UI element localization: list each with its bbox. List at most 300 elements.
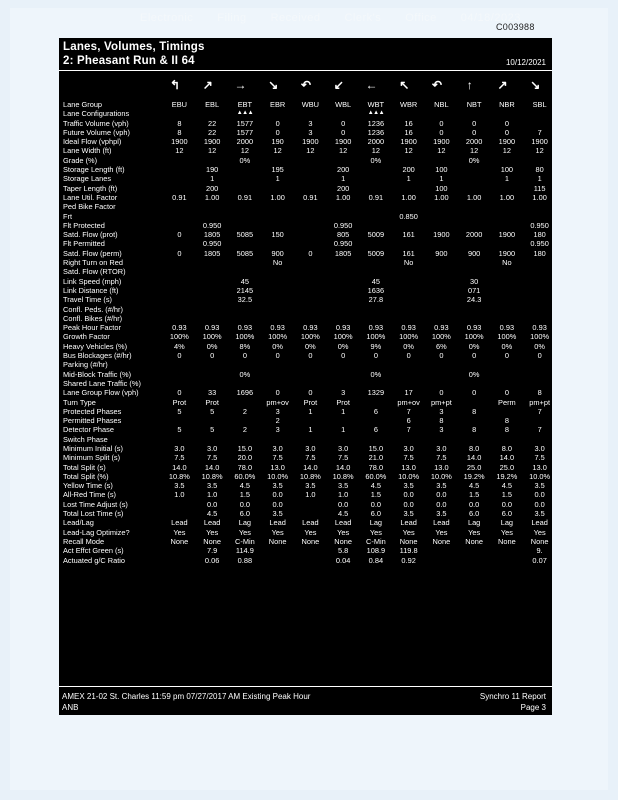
table-cell: None [465, 536, 483, 546]
table-cell [261, 379, 294, 388]
table-row [59, 490, 556, 499]
table-cell: 14.0 [172, 462, 187, 472]
table-cell [229, 305, 262, 314]
table-cell: 1 [504, 174, 509, 184]
row-label: Heavy Vehicles (%) [63, 341, 128, 351]
row-label: Right Turn on Red [63, 258, 123, 268]
table-cell: 2145 [236, 285, 254, 295]
table-row [59, 481, 556, 490]
table-cell: NBR [499, 100, 515, 109]
table-cell: 8% [239, 341, 251, 351]
table-cell [360, 212, 393, 221]
row-label: Recall Mode [63, 536, 105, 546]
table-row [59, 277, 556, 286]
row-label: Minimum Split (s) [63, 453, 121, 463]
table-row [59, 174, 556, 183]
table-cell [392, 360, 425, 369]
table-cell: 100 [435, 183, 448, 193]
table-cell: 13.0 [532, 462, 547, 472]
table-cell [294, 174, 327, 183]
table-cell: 0.0 [206, 499, 218, 509]
table-cell: 1.00 [499, 192, 515, 202]
table-cell: 0.950 [530, 239, 549, 249]
row-label: Lane Group Flow (vph) [63, 388, 139, 398]
lane-movement-arrow-icon: ↑ [466, 78, 473, 92]
table-cell: Prot [172, 397, 187, 407]
table-cell: 7.5 [305, 453, 316, 463]
table-cell [261, 109, 294, 118]
table-cell: 60.0% [365, 471, 387, 481]
table-cell: 4.5 [370, 481, 382, 491]
table-cell [491, 239, 524, 248]
table-cell: Lead [269, 518, 286, 528]
table-cell [327, 416, 360, 425]
row-label: Actuated g/C Ratio [63, 555, 126, 565]
table-cell: Yes [238, 527, 251, 537]
table-row [59, 453, 556, 462]
table-cell: 12 [502, 146, 511, 156]
table-cell: 0.93 [237, 323, 253, 333]
table-cell: 0% [370, 369, 382, 379]
table-cell: Yes [173, 527, 186, 537]
table-cell [491, 407, 524, 416]
table-cell: 10.0% [430, 471, 452, 481]
table-cell: 6% [436, 341, 447, 351]
table-cell [360, 267, 393, 276]
table-cell: None [268, 536, 287, 546]
table-cell [458, 379, 491, 388]
table-cell: pm+ov [397, 397, 420, 407]
table-cell: WBL [335, 100, 352, 109]
table-cell [294, 267, 327, 276]
table-cell: 100% [464, 332, 484, 342]
table-cell: 15.0 [237, 443, 253, 453]
table-cell [491, 435, 524, 444]
table-cell: Perm [498, 397, 516, 407]
table-cell: ▲▲▲ [367, 110, 385, 117]
table-cell: 0 [308, 351, 313, 361]
table-cell: 1.5 [501, 490, 513, 500]
lane-movement-arrow-icon: ↘ [530, 78, 541, 92]
table-cell: 3.0 [272, 443, 283, 453]
table-cell [261, 286, 294, 295]
table-cell [425, 202, 458, 211]
table-cell [196, 416, 229, 425]
table-cell: 0 [504, 118, 509, 128]
table-cell: 1 [210, 174, 215, 184]
table-cell [360, 435, 393, 444]
table-cell [327, 202, 360, 211]
table-cell [163, 174, 196, 183]
table-cell [523, 295, 556, 304]
table-cell [229, 258, 262, 267]
table-cell [491, 295, 524, 304]
table-cell [229, 212, 262, 221]
table-cell [392, 239, 425, 248]
table-cell: 0.91 [368, 192, 384, 202]
table-cell: 5 [177, 406, 182, 416]
table-row [59, 370, 556, 379]
table-cell [360, 416, 393, 425]
table-cell [360, 165, 393, 174]
table-cell: 3.5 [337, 481, 349, 491]
table-cell: 0.0 [534, 499, 545, 509]
table-cell [491, 184, 524, 193]
table-cell [196, 435, 229, 444]
table-cell: 10.0% [398, 471, 420, 481]
table-cell: Lead [334, 518, 352, 528]
table-cell [360, 314, 393, 323]
table-cell [425, 379, 458, 388]
stamp-word: Received [270, 12, 321, 24]
table-cell: 3.5 [272, 509, 283, 519]
row-label: Lane Configurations [63, 109, 130, 119]
row-label: Detector Phase [63, 425, 114, 435]
table-cell: 5 [210, 406, 215, 416]
lane-movement-arrow-icon: ← [365, 78, 378, 92]
table-cell: 1.00 [434, 192, 449, 202]
table-cell: 33 [208, 388, 217, 398]
table-cell: 0.93 [368, 323, 384, 333]
table-cell: 0.0 [403, 499, 414, 509]
row-label: Parking (#/hr) [63, 360, 108, 370]
table-cell: 12 [175, 146, 184, 156]
table-row [59, 137, 556, 146]
table-cell: 3.0 [174, 443, 185, 453]
table-cell: 0.950 [333, 220, 353, 230]
table-cell [491, 277, 524, 286]
table-cell [261, 184, 294, 193]
document-code: C003988 [496, 22, 535, 32]
table-cell [294, 556, 327, 565]
table-cell: 1577 [236, 118, 254, 128]
table-cell [458, 305, 491, 314]
table-cell [327, 370, 360, 379]
table-cell: 7.9 [206, 546, 218, 556]
table-cell: 0 [341, 351, 346, 361]
table-cell: 3.5 [403, 481, 414, 491]
table-cell: 4.5 [239, 481, 251, 491]
table-cell: 4.5 [468, 481, 480, 491]
row-label: Lost Time Adjust (s) [63, 499, 128, 509]
table-cell: 0% [239, 369, 251, 379]
report-date: 10/12/2021 [505, 58, 546, 67]
table-cell: 0 [439, 388, 444, 398]
table-row [59, 546, 556, 555]
table-cell: 7 [406, 425, 411, 435]
table-cell: 8 [177, 127, 182, 137]
row-label: Flt Permitted [63, 239, 105, 249]
table-cell [294, 546, 327, 555]
table-cell: 0.04 [335, 555, 351, 565]
table-row [59, 230, 556, 239]
table-cell [294, 509, 327, 518]
table-cell [327, 258, 360, 267]
table-cell [294, 500, 327, 509]
row-label: Shared Lane Traffic (%) [63, 378, 141, 388]
table-cell [294, 370, 327, 379]
table-cell: 0.0 [337, 499, 349, 509]
row-label: Confl. Peds. (#/hr) [63, 304, 123, 314]
table-cell [163, 379, 196, 388]
table-cell [523, 379, 556, 388]
table-cell: 1900 [203, 137, 221, 147]
table-cell: SBL [532, 100, 547, 109]
table-cell: 100% [530, 332, 550, 342]
row-label: Grade (%) [63, 155, 98, 165]
table-cell: No [403, 258, 414, 268]
stamp-word: Electronic [140, 12, 194, 24]
table-cell: 3.5 [403, 509, 414, 519]
table-cell: 0 [177, 230, 182, 240]
table-cell: 5 [177, 425, 182, 435]
table-cell: 1.00 [270, 192, 285, 202]
stamp-word: Filing [217, 12, 247, 24]
table-cell [425, 314, 458, 323]
table-cell [163, 156, 196, 165]
table-cell: 100% [333, 332, 353, 342]
lane-movement-arrow-icon: ↰ [169, 78, 181, 92]
table-cell: 0% [403, 341, 414, 351]
table-cell [294, 314, 327, 323]
row-label: Act Effct Green (s) [63, 546, 124, 556]
table-cell: 0.0 [239, 499, 251, 509]
table-cell: 78.0 [368, 462, 384, 472]
table-cell: 0.88 [237, 555, 253, 565]
table-cell: 7.5 [403, 453, 414, 463]
table-cell: 4.5 [337, 509, 349, 519]
table-cell [163, 509, 196, 518]
table-cell [261, 277, 294, 286]
table-cell: 0 [177, 388, 182, 398]
row-label: Yellow Time (s) [63, 481, 113, 491]
table-row [59, 202, 556, 211]
table-cell: 0% [501, 341, 513, 351]
table-cell [523, 267, 556, 276]
table-cell: 0.93 [303, 323, 318, 333]
table-cell [458, 184, 491, 193]
table-cell [229, 267, 262, 276]
table-cell: 1.5 [468, 490, 480, 500]
table-cell [458, 314, 491, 323]
table-cell [458, 267, 491, 276]
row-label: Storage Lanes [63, 174, 112, 184]
table-cell [491, 370, 524, 379]
table-cell [196, 109, 229, 118]
table-cell: 6.0 [239, 509, 251, 519]
table-cell: 100 [435, 165, 448, 175]
table-cell: 0.93 [335, 323, 351, 333]
table-cell [491, 314, 524, 323]
table-row [59, 146, 556, 155]
table-cell: WBU [301, 100, 319, 109]
table-cell [425, 239, 458, 248]
table-cell: 0 [504, 127, 509, 137]
table-cell [523, 258, 556, 267]
table-cell: 0.0 [436, 499, 447, 509]
table-cell [294, 239, 327, 248]
lane-movement-arrow-icon: ↘ [268, 78, 279, 92]
table-cell [491, 221, 524, 230]
table-cell [229, 202, 262, 211]
table-row [59, 509, 556, 518]
table-cell [261, 202, 294, 211]
table-cell: 3.5 [436, 481, 447, 491]
table-cell [229, 314, 262, 323]
table-cell: 3.5 [436, 509, 447, 519]
table-cell [360, 202, 393, 211]
table-cell: 190 [271, 137, 284, 147]
table-row [59, 388, 556, 397]
table-cell: 1900 [498, 248, 516, 258]
row-label: Growth Factor [63, 332, 110, 342]
table-cell: 1.0 [305, 490, 316, 500]
table-cell: 1236 [367, 127, 385, 137]
table-cell: 0.93 [401, 323, 416, 333]
table-cell: 7.5 [174, 453, 185, 463]
table-cell: 1 [439, 174, 444, 184]
table-cell: NBT [466, 100, 482, 109]
table-cell: 10.0% [267, 471, 289, 481]
table-cell: 0 [472, 351, 477, 361]
table-cell: 10.8% [201, 471, 223, 481]
table-cell [392, 221, 425, 230]
table-cell: 1.00 [532, 192, 547, 202]
table-cell: 7.5 [272, 453, 283, 463]
table-row [59, 444, 556, 453]
table-cell [425, 295, 458, 304]
stamp-word: 04/18/2023 [460, 12, 521, 24]
lane-movement-arrow-icon: ↙ [333, 78, 344, 92]
table-cell: 0 [210, 351, 215, 361]
table-cell: Yes [533, 527, 546, 537]
table-cell: Lag [500, 518, 514, 528]
table-cell: Yes [337, 527, 350, 537]
table-cell: 25.0 [466, 462, 482, 472]
table-cell: Yes [271, 527, 284, 537]
table-row [59, 416, 556, 425]
intersection-name: 2: Pheasant Run & II 64 [63, 55, 195, 67]
table-cell: 1236 [367, 118, 385, 128]
table-cell [327, 267, 360, 276]
table-cell [425, 435, 458, 444]
table-row [59, 221, 556, 230]
table-cell: 5009 [367, 230, 385, 240]
table-cell: 161 [402, 248, 415, 258]
table-cell [392, 314, 425, 323]
table-cell: 3.0 [436, 443, 447, 453]
table-cell: 19.2% [496, 471, 518, 481]
table-cell [229, 221, 262, 230]
table-cell [392, 109, 425, 118]
table-cell [392, 305, 425, 314]
table-cell [163, 360, 196, 369]
table-cell: No [272, 258, 283, 268]
table-cell: 0.0 [468, 499, 480, 509]
table-cell [392, 379, 425, 388]
table-cell: 0.93 [172, 323, 187, 333]
table-cell [425, 370, 458, 379]
table-cell [523, 119, 556, 128]
table-cell [327, 314, 360, 323]
table-cell [360, 258, 393, 267]
table-cell: 150 [271, 230, 284, 240]
table-cell: 100% [399, 332, 419, 342]
table-cell: 0.91 [303, 192, 318, 202]
table-cell [392, 286, 425, 295]
table-cell: 6.0 [468, 509, 480, 519]
table-cell: 3.5 [534, 509, 545, 519]
table-cell [523, 277, 556, 286]
footer-report-name: Synchro 11 Report [479, 692, 546, 701]
table-cell: 0% [337, 341, 349, 351]
table-cell: 8 [537, 388, 542, 398]
table-cell: 0 [341, 127, 346, 137]
table-cell: WBR [400, 100, 418, 109]
table-cell [163, 370, 196, 379]
table-cell: 3 [275, 406, 280, 416]
table-cell [261, 295, 294, 304]
table-cell [392, 370, 425, 379]
table-cell: 1 [341, 406, 346, 416]
table-cell: 5 [210, 425, 215, 435]
table-cell: 27.8 [368, 295, 384, 305]
table-cell [294, 286, 327, 295]
footer-divider [59, 686, 552, 687]
table-cell: 1 [308, 406, 313, 416]
table-cell [294, 435, 327, 444]
table-cell: 12 [240, 146, 249, 156]
table-cell: 1.5 [370, 490, 382, 500]
table-cell [196, 202, 229, 211]
table-cell: 1.0 [337, 490, 349, 500]
table-cell: 12 [371, 146, 380, 156]
table-row [59, 295, 556, 304]
table-cell [392, 435, 425, 444]
table-row [59, 119, 556, 128]
table-cell: 22 [208, 118, 217, 128]
table-cell: Yes [206, 527, 219, 537]
table-cell [294, 202, 327, 211]
table-row [59, 314, 556, 323]
table-cell: 3 [275, 425, 280, 435]
table-cell: 45 [240, 276, 249, 286]
table-row [59, 500, 556, 509]
table-cell [360, 184, 393, 193]
table-cell: 21.0 [368, 453, 384, 463]
table-cell: 10.0% [529, 471, 551, 481]
table-row [59, 109, 556, 118]
table-cell: C-Min [366, 536, 386, 546]
table-cell: 5009 [367, 248, 385, 258]
row-label: Peak Hour Factor [63, 323, 121, 333]
table-cell: 10.8% [168, 471, 190, 481]
table-cell: pm+pt [431, 397, 452, 407]
timing-table [59, 100, 556, 565]
table-cell: 12 [208, 146, 217, 156]
table-cell: 1636 [367, 285, 385, 295]
table-cell: 161 [402, 230, 415, 240]
table-cell: 100% [431, 332, 451, 342]
row-label: Flt Protected [63, 220, 105, 230]
table-row [59, 305, 556, 314]
table-cell: 0 [472, 118, 477, 128]
table-cell [261, 546, 294, 555]
table-cell [458, 360, 491, 369]
table-cell [196, 360, 229, 369]
table-cell: 14.0 [466, 453, 482, 463]
table-cell: EBT [237, 100, 253, 109]
